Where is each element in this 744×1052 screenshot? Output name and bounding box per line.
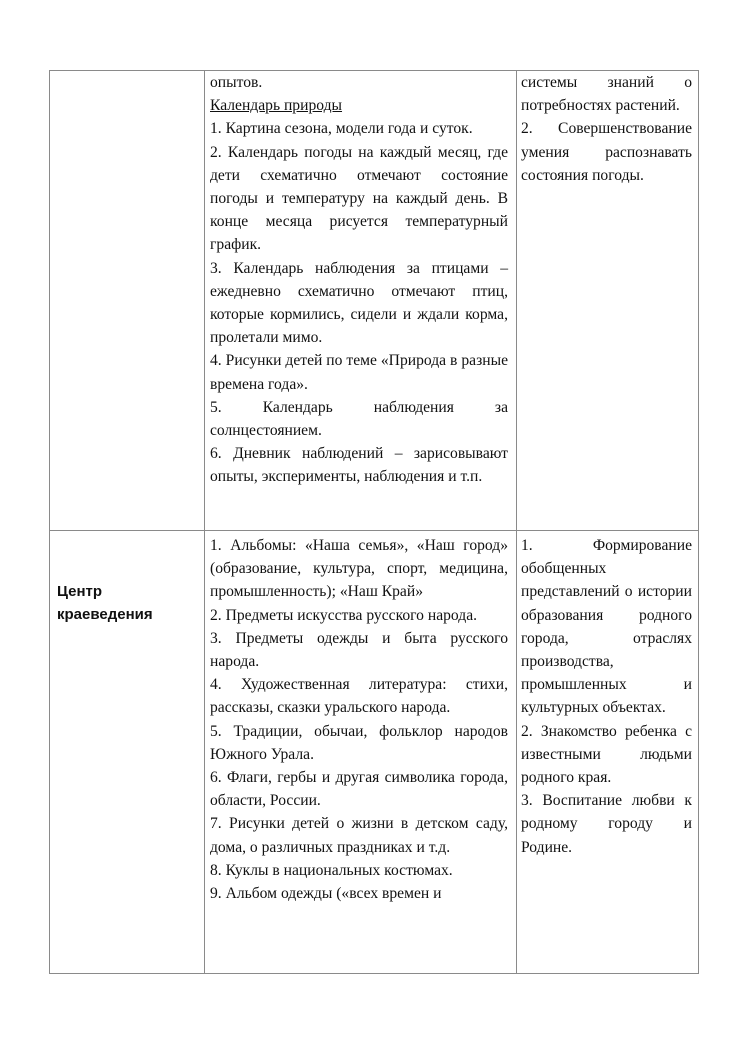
document-table xyxy=(49,70,699,974)
list-item: 8. Куклы в национальных костюмах. xyxy=(210,861,453,879)
list-item: 2. Знакомство ребенка с известными людьми родного края. xyxy=(521,722,692,787)
list-item: системы знаний о потребностях растений. xyxy=(521,74,692,115)
list-item: 6. Дневник наблюдений – зарисовывают опыты, эксперименты, наблюдения и т.п. xyxy=(210,445,508,486)
text-paragraph: опытов. xyxy=(210,74,263,91)
list-item: 5. Календарь наблюдения за солнцестоянием. xyxy=(210,398,508,440)
list-item: 2. Совершенствование умения распознавать состояния погоды. xyxy=(521,120,692,184)
list-item: 4. Художественная литература: стихи, рассказы, сказки уральского народа. xyxy=(210,676,508,717)
row1-right-cell xyxy=(521,71,692,187)
list-item: 3. Воспитание любви к родному городу и Родине. xyxy=(521,792,692,856)
list-item: 2. Предметы искусства русского народа. xyxy=(210,606,478,624)
list-item: 5. Традиции, обычаи, фольклор народов Южного Урала. xyxy=(210,722,508,763)
list-item: 3. Календарь наблюдения за птицами – ежедневно схематично отмечают птиц, которые кормились, сидели и ждали корма, пролетали мимо. xyxy=(210,259,508,347)
row2-middle-cell xyxy=(210,534,508,905)
list-item: 7. Рисунки детей о жизни в детском саду, дома, о различных праздниках и т.д. xyxy=(210,815,508,856)
list-item: 1. Альбомы: «Наша семья», «Наш город» (образование, культура, спорт, медицина, промышленность); «Наш Край» xyxy=(210,537,508,601)
list-item: 9. Альбом одежды («всех времен и xyxy=(210,885,442,903)
table-left-border xyxy=(49,70,50,974)
row-divider xyxy=(49,530,699,531)
section-heading: Календарь природы xyxy=(210,97,343,115)
row2-right-cell xyxy=(521,534,692,859)
row2-left-cell xyxy=(57,580,197,626)
list-item: 6. Флаги, гербы и другая символика города, области, России. xyxy=(210,769,508,810)
list-item: 3. Предметы одежды и быта русского народа. xyxy=(210,629,508,671)
section-label: Центр краеведения xyxy=(57,583,153,623)
row1-middle-cell xyxy=(210,71,508,489)
list-item: 2. Календарь погоды на каждый месяц, где дети схематично отмечают состояние погоды и температуру на каждый день. В конце месяца рисуется температурный график. xyxy=(210,143,508,254)
column-divider-2 xyxy=(516,70,517,974)
column-divider-1 xyxy=(204,70,205,974)
list-item: 1. Формирование обобщенных представлений о истории образования родного города, отраслях производства, промышленных и культурных объектах. xyxy=(521,537,692,717)
list-item: 4. Рисунки детей по теме «Природа в разные времена года». xyxy=(210,352,508,393)
list-item: 1. Картина сезона, модели года и суток. xyxy=(210,120,473,138)
table-bottom-border xyxy=(49,973,699,974)
table-right-border xyxy=(698,70,699,974)
